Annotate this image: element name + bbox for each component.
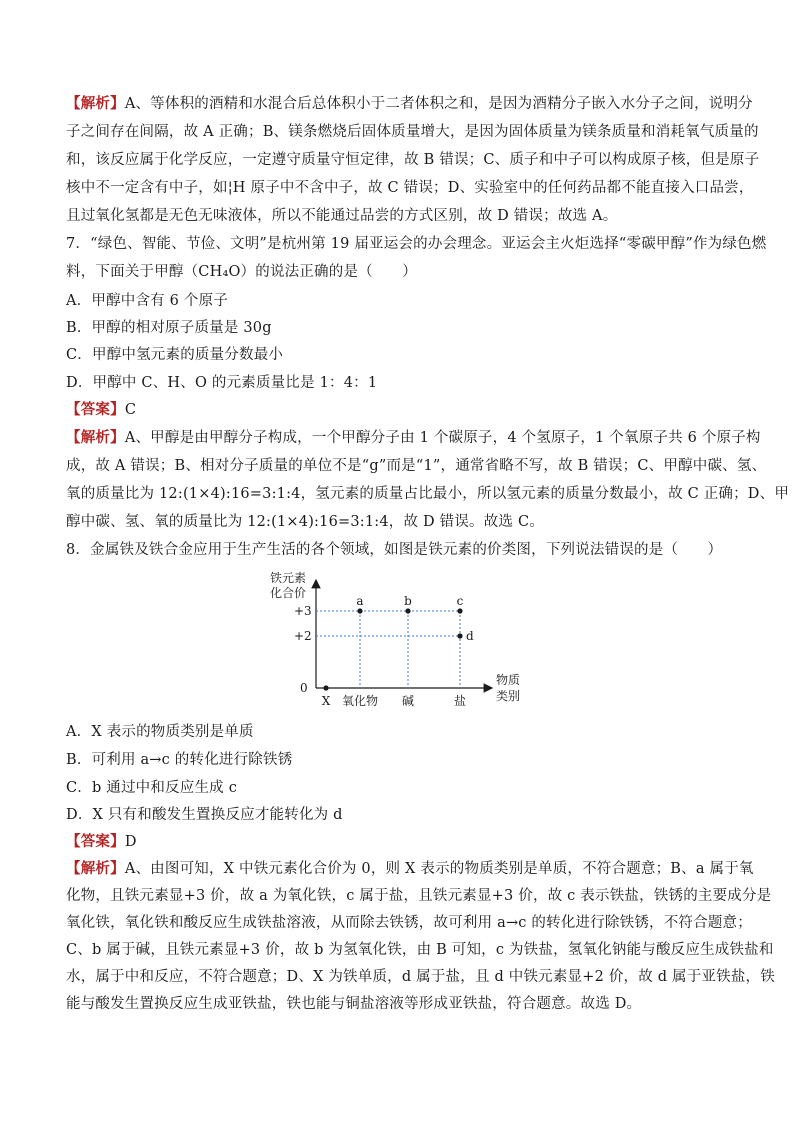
q8-analysis-line-2: 化物，且铁元素显+3 价，故 a 为氧化铁，c 属于盐，且铁元素显+3 价，故 c 表示铁盐，铁锈的主要成分是 [66,888,772,904]
analysis-tag: 【解析】 [66,95,125,112]
answer-tag: 【答案】 [66,833,125,850]
q7-answer-value: C [124,402,137,418]
x-tick-label: 碱 [401,694,415,708]
q7-option-b: B．甲醇的相对原子质量是 30g [66,320,272,336]
q7-option-a: A．甲醇中含有 6 个原子 [66,293,229,309]
q8-analysis-line-6: 能与酸发生置换反应生成亚铁盐，铁也能与铜盐溶液等形成亚铁盐，符合题意。故选 D。 [66,996,642,1012]
valence-class-chart [260,566,530,712]
q8-stem: 8．金属铁及铁合金应用于生产生活的各个领域，如图是铁元素的价类图，下列说法错误的是（ ） [66,542,723,558]
data-point-X [323,685,328,690]
answer-tag: 【答案】 [66,401,125,418]
data-point-label: c [456,594,464,608]
y-tick-label: +3 [294,604,312,618]
x-tick-label: X [321,694,331,708]
q7-analysis-line-1: 【解析】A、甲醇是由甲醇分子构成，一个甲醇分子由 1 个碳原子，4 个氢原子，1 个氧原子共 6 个原子构 [66,429,761,446]
q8-analysis-line-5: 水，属于中和反应，不符合题意；D、X 为铁单质，d 属于盐，且 d 中铁元素显+2 价，故 d 属于亚铁盐，铁 [66,969,775,985]
valence-class-chart-svg [260,566,530,712]
q8-analysis-line-3: 氧化铁，氧化铁和酸反应生成铁盐溶液，从而除去铁锈，故可利用 a→c 的转化进行除铁锈，不符合题意； [66,915,752,931]
q8-analysis-line-4: C、b 属于碱，且铁元素显+3 价，故 b 为氢氧化铁，由 B 可知，c 为铁盐，氢氧化钠能与酸反应生成铁盐和 [66,942,774,958]
q8-option-b: B．可利用 a→c 的转化进行除铁锈 [66,752,293,768]
q7-stem-line-1: 7．“绿色、智能、节俭、文明”是杭州第 19 届亚运会的办会理念。亚运会主火炬选择“零碳甲醇”作为绿色燃 [66,236,767,252]
q7-analysis-line-3: 氧的质量比为 12:(1×4):16=3:1:4，氢元素的质量占比最小，所以氢元素的质量分数最小，故 C 正确；D、甲 [66,486,790,502]
q8-option-d: D．X 只有和酸发生置换反应才能转化为 d [66,807,343,823]
q8-answer [66,832,744,852]
q7-option-d: D．甲醇中 C、H、O 的元素质量比是 1：4：1 [66,375,378,391]
data-point-label: b [404,594,412,608]
x-axis-label-line-1: 物质 [496,673,521,687]
q8-option-c: C．b 通过中和反应生成 c [66,780,238,796]
data-point-a [357,608,362,613]
chart-marks [294,594,474,708]
q7-option-c: C．甲醇中氢元素的质量分数最小 [66,347,284,363]
data-point-label: a [356,594,364,608]
y-axis-label-line-1: 铁元素 [270,571,307,585]
y-tick-label: 0 [300,681,308,695]
y-tick-label: +2 [294,629,312,643]
q7-stem-line-2: 料，下面关于甲醇（CH₄O）的说法正确的是（ ） [66,264,417,280]
q7-answer [66,400,744,420]
data-point-d [457,633,462,638]
data-point-b [405,608,410,613]
x-tick-label: 氧化物 [341,694,379,708]
q6-analysis-line-1: 【解析】A、等体积的酒精和水混合后总体积小于二者体积之和，是因为酒精分子嵌入水分子之间，说明分 [66,95,753,112]
y-axis-label-line-2: 化合价 [270,586,307,600]
x-tick-label: 盐 [453,694,467,708]
data-point-c [457,608,462,613]
q6-analysis-line-5: 且过氧化氢都是无色无味液体，所以不能通过品尝的方式区别，故 D 错误；故选 A。 [66,208,618,224]
x-axis-label-line-2: 类别 [496,689,521,703]
q8-option-a: A．X 表示的物质类别是单质 [66,724,254,740]
q6-analysis-line-4: 核中不一定含有中子，如¦H 原子中不含中子，故 C 错误；D、实验室中的任何药品都不能直接入口品尝， [66,180,754,196]
q8-answer-value: D [124,834,137,850]
analysis-tag: 【解析】 [66,860,125,877]
analysis-tag: 【解析】 [66,429,125,446]
q8-analysis-line-1: 【解析】A、由图可知，X 中铁元素化合价为 0，则 X 表示的物质类别是单质，不符合题意；B、a 属于氧 [66,860,754,877]
q7-analysis-line-2: 成，故 A 错误；B、相对分子质量的单位不是“g”而是“1”，通常省略不写，故 B 错误；C、甲醇中碳、氢、 [66,458,767,474]
q6-analysis-line-3: 和，该反应属于化学反应，一定遵守质量守恒定律，故 B 错误；C、质子和中子可以构成原子核，但是原子 [66,152,760,168]
q6-analysis-line-2: 子之间存在间隔，故 A 正确；B、镁条燃烧后固体质量增大，是因为固体质量为镁条质量和消耗氧气质量的 [66,124,759,140]
q7-analysis-line-4: 醇中碳、氢、氧的质量比为 12:(1×4):16=3:1:4，故 D 错误。故选 C。 [66,514,544,530]
data-point-label: d [466,629,474,643]
